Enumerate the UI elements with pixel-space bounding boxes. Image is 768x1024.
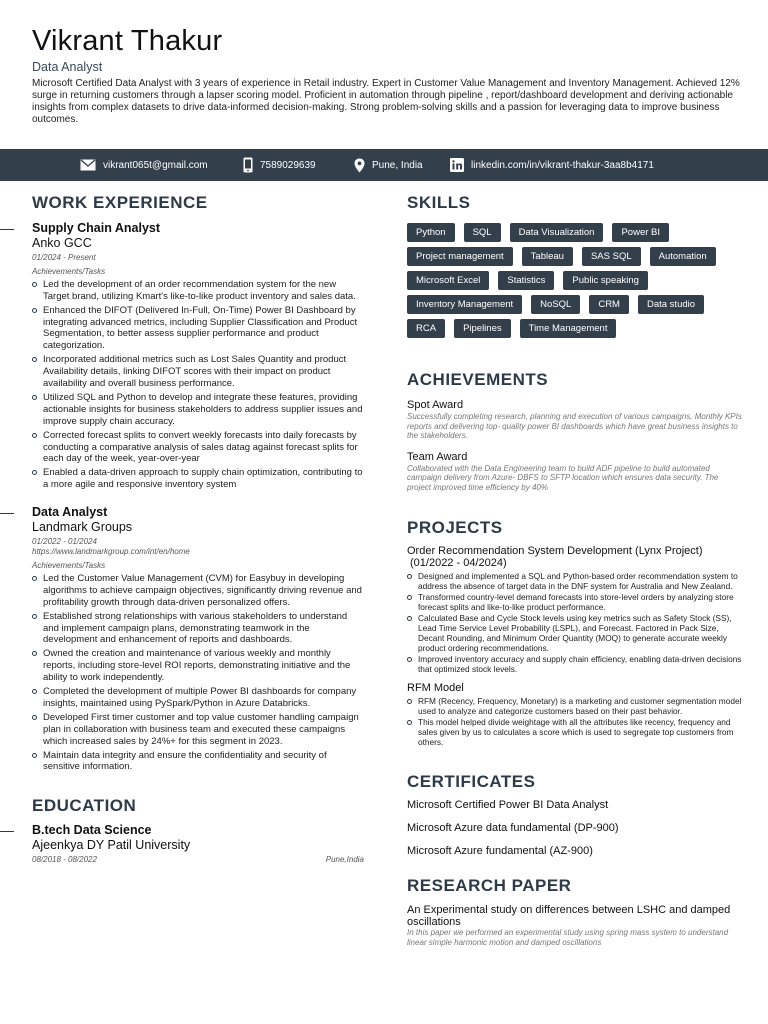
certificate-item: Microsoft Azure fundamental (AZ-900) [407, 845, 593, 857]
contact-linkedin[interactable] [450, 149, 654, 181]
job-entry [32, 505, 364, 773]
list-item: Corrected forecast splits to convert weekly forecasts into daily forecasts by conducting a comparative analysis of sales datag against forecast splits for each day of the week, year-over-year [32, 430, 364, 465]
company-name: Anko GCC [32, 236, 92, 250]
achievement-item [407, 398, 742, 441]
project-dates: (01/2022 - 04/2024) [410, 557, 507, 569]
project-bullets [407, 571, 742, 674]
paper-desc: In this paper we performed an experimental study using spring mass system to understand linear simple harmonic motion and damped oscillations [407, 928, 729, 947]
certificate-item: Microsoft Certified Power BI Data Analyst [407, 799, 609, 811]
phone-text: 7589029639 [260, 159, 316, 171]
left-column [32, 192, 364, 865]
education-entry [32, 823, 364, 865]
certificate-item: Microsoft Azure data fundamental (DP-900) [407, 822, 619, 834]
skill-tag: Automation [650, 247, 716, 266]
skill-tag: Microsoft Excel [407, 271, 489, 290]
company-url[interactable]: https://www.landmarkgroup.com/int/en/home [32, 547, 190, 557]
certificate-list [407, 798, 742, 858]
linkedin-text: linkedin.com/in/vikrant-thakur-3aa8b4171 [471, 159, 654, 171]
skill-tag: Public speaking [563, 271, 648, 290]
skill-tag: Tableau [522, 247, 573, 266]
tasks-label: Achievements/Tasks [32, 561, 106, 571]
candidate-role: Data Analyst [32, 60, 103, 74]
skill-tag: RCA [407, 319, 445, 338]
project-title: Order Recommendation System Development (Lynx Project) [407, 545, 703, 557]
job-dates: 01/2022 - 01/2024 [32, 537, 97, 547]
list-item: Maintain data integrity and ensure the confidentiality and security of sensitive information. [32, 750, 364, 774]
skill-tag: Python [407, 223, 455, 242]
candidate-name: Vikrant Thakur [32, 25, 223, 57]
list-item: This model helped divide weightage with all the attributes like recency, frequency and sales given by us to calculates a score which is used to segregate top customers from others. [407, 717, 742, 747]
project-title: RFM Model [407, 682, 464, 694]
achievement-title: Spot Award [407, 399, 464, 411]
list-item: Transformed country-level demand forecasts into store-level orders by analyzing store forecast splits and like-to-like product performance. [407, 592, 742, 612]
linkedin-icon [450, 158, 464, 172]
list-item: Improved inventory accuracy and supply chain efficiency, enabling data-driven decisions that optimized stock levels. [407, 654, 742, 674]
certificates-heading: CERTIFICATES [407, 772, 536, 791]
entry-marker [0, 513, 14, 514]
phone-icon [243, 157, 253, 173]
list-item: Owned the creation and maintenance of various weekly and monthly reports, including store-level ROI reports, demonstrating initiative and the ability to work independently. [32, 648, 364, 683]
job-entry [32, 221, 364, 491]
skill-tag: CRM [589, 295, 629, 314]
skill-tag: SQL [464, 223, 501, 242]
achievement-title: Team Award [407, 450, 468, 463]
job-title: Supply Chain Analyst [32, 221, 161, 235]
skill-tag: NoSQL [531, 295, 580, 314]
skill-tag: Pipelines [454, 319, 511, 338]
right-column [407, 192, 742, 947]
task-list [32, 279, 364, 491]
research-item [407, 904, 742, 947]
skills-heading: SKILLS [407, 193, 471, 212]
school-name: Ajeenkya DY Patil University [32, 838, 191, 853]
list-item: RFM (Recency, Frequency, Monetary) is a marketing and customer segmentation model used to analyze and categorize customers based on their past behavior. [407, 696, 742, 716]
location-text: Pune, India [372, 159, 423, 171]
job-dates: 01/2024 - Present [32, 253, 96, 262]
tasks-label: Achievements/Tasks [32, 267, 106, 276]
education-dates: 08/2018 - 08/2022 [32, 855, 97, 865]
project-bullets [407, 696, 742, 747]
list-item: Developed First timer customer and top value customer handling campaign plan in collaboration with business team and executed these campaigns which increased sales by 24%+ for this segment in 2023. [32, 712, 364, 747]
skill-tag: Data Visualization [510, 223, 604, 242]
list-item: Enabled a data-driven approach to supply chain optimization, contributing to a more agile and responsive inventory system [32, 467, 364, 491]
job-title: Data Analyst [32, 505, 108, 520]
contact-location [354, 149, 423, 181]
contact-email[interactable] [80, 149, 208, 181]
skills-list [407, 223, 737, 338]
paper-title: An Experimental study on differences between LSHC and damped oscillations [407, 904, 731, 928]
skill-tag: Power BI [612, 223, 669, 242]
entry-marker [0, 229, 14, 230]
project-item [407, 545, 742, 674]
summary-text: Microsoft Certified Data Analyst with 3 years of experience in Retail industry. Expert in Customer Value Management and Inventory Management. Achieved 12% surge in returning customers through a lapser scoring model. Proficient in automation through pipeline , report/dashboard development and deriving actionable insights from complex datasets to drive data-informed decision-making. Strong problem-solving skills and a passion for leveraging data to improve business outcomes. [32, 78, 740, 125]
list-item: Led the development of an order recommendation system for the new Target brand, utilizing Kmart's like-to-like product inventory and sales data. [32, 279, 364, 303]
achievement-desc: Collaborated with the Data Engineering team to build ADF pipeline to build automated campaign delivery from Azure- DBFS to SFTP location which ensures data security. The project improved time efficiency by 40% [407, 463, 719, 492]
skill-tag: Time Management [520, 319, 617, 338]
list-item: Led the Customer Value Management (CVM) for Easybuy in developing algorithms to achieve campaign objectives, significantly driving revenue and profitability growth through data-driven personalized offers. [32, 573, 364, 608]
education-heading: EDUCATION [32, 796, 137, 816]
skill-tag: Project management [407, 247, 513, 266]
list-item: Incorporated additional metrics such as Lost Sales Quantity and product Availability details, linking DIFOT scores with their impact on product availability and overall business performance. [32, 354, 364, 389]
education-location: Pune,India [325, 855, 364, 865]
degree-title: B.tech Data Science [32, 823, 152, 838]
research-heading: RESEARCH PAPER [407, 876, 572, 895]
project-item [407, 682, 742, 747]
skill-tag: Data studio [638, 295, 704, 314]
achievement-item [407, 450, 742, 493]
resume-header [32, 24, 744, 126]
list-item: Calculated Base and Cycle Stock levels using key metrics such as Safety Stock (SS), Lead Time Service Level Probability (LSPL), and Forecast. Factored in Pack Size, Decant Rounding, and Minimum Order Quantity (MOQ) to generate accurate weekly product ordering recommendations. [407, 613, 742, 653]
list-item: Designed and implemented a SQL and Python-based order recommendation system to address the absence of target data in the DNF system for Australia and New Zealand. [407, 571, 742, 591]
company-name: Landmark Groups [32, 520, 133, 535]
skill-tag: SAS SQL [582, 247, 641, 266]
email-text: vikrant065t@gmail.com [103, 159, 208, 171]
achievement-desc: Successfully completing research, planning and execution of various campaigns, Monthly KPIs reports and delivering top- quality power BI dashboards which have great business insights to the stakeholders. [407, 412, 742, 440]
list-item: Utilized SQL and Python to develop and integrate these features, providing actionable insights for business stakeholders to address supplier issues and improve supply chain accuracy. [32, 392, 364, 427]
list-item: Established strong relationships with various stakeholders to understand and implement campaign plans, demonstrating teamwork in the development and enhancement of reports and dashboards. [32, 611, 364, 646]
projects-heading: PROJECTS [407, 518, 503, 537]
task-list [32, 573, 364, 773]
contact-phone[interactable] [243, 149, 316, 181]
location-pin-icon [354, 158, 365, 173]
contact-bar [0, 149, 768, 181]
list-item: Enhanced the DIFOT (Delivered In-Full, On-Time) Power BI Dashboard by integrating advanced metrics, including Supplier Classification and Product Segmentation, to better assess supplier performance and product categorization. [32, 305, 364, 352]
skill-tag: Statistics [498, 271, 554, 290]
achievements-heading: ACHIEVEMENTS [407, 370, 549, 389]
entry-marker [0, 831, 14, 832]
work-experience-heading: WORK EXPERIENCE [32, 193, 208, 212]
list-item: Completed the development of multiple Power BI dashboards for company insights, maintained using PySpark/Python in Azure Databricks. [32, 686, 364, 710]
envelope-icon [80, 159, 96, 171]
skill-tag: Inventory Management [407, 295, 522, 314]
